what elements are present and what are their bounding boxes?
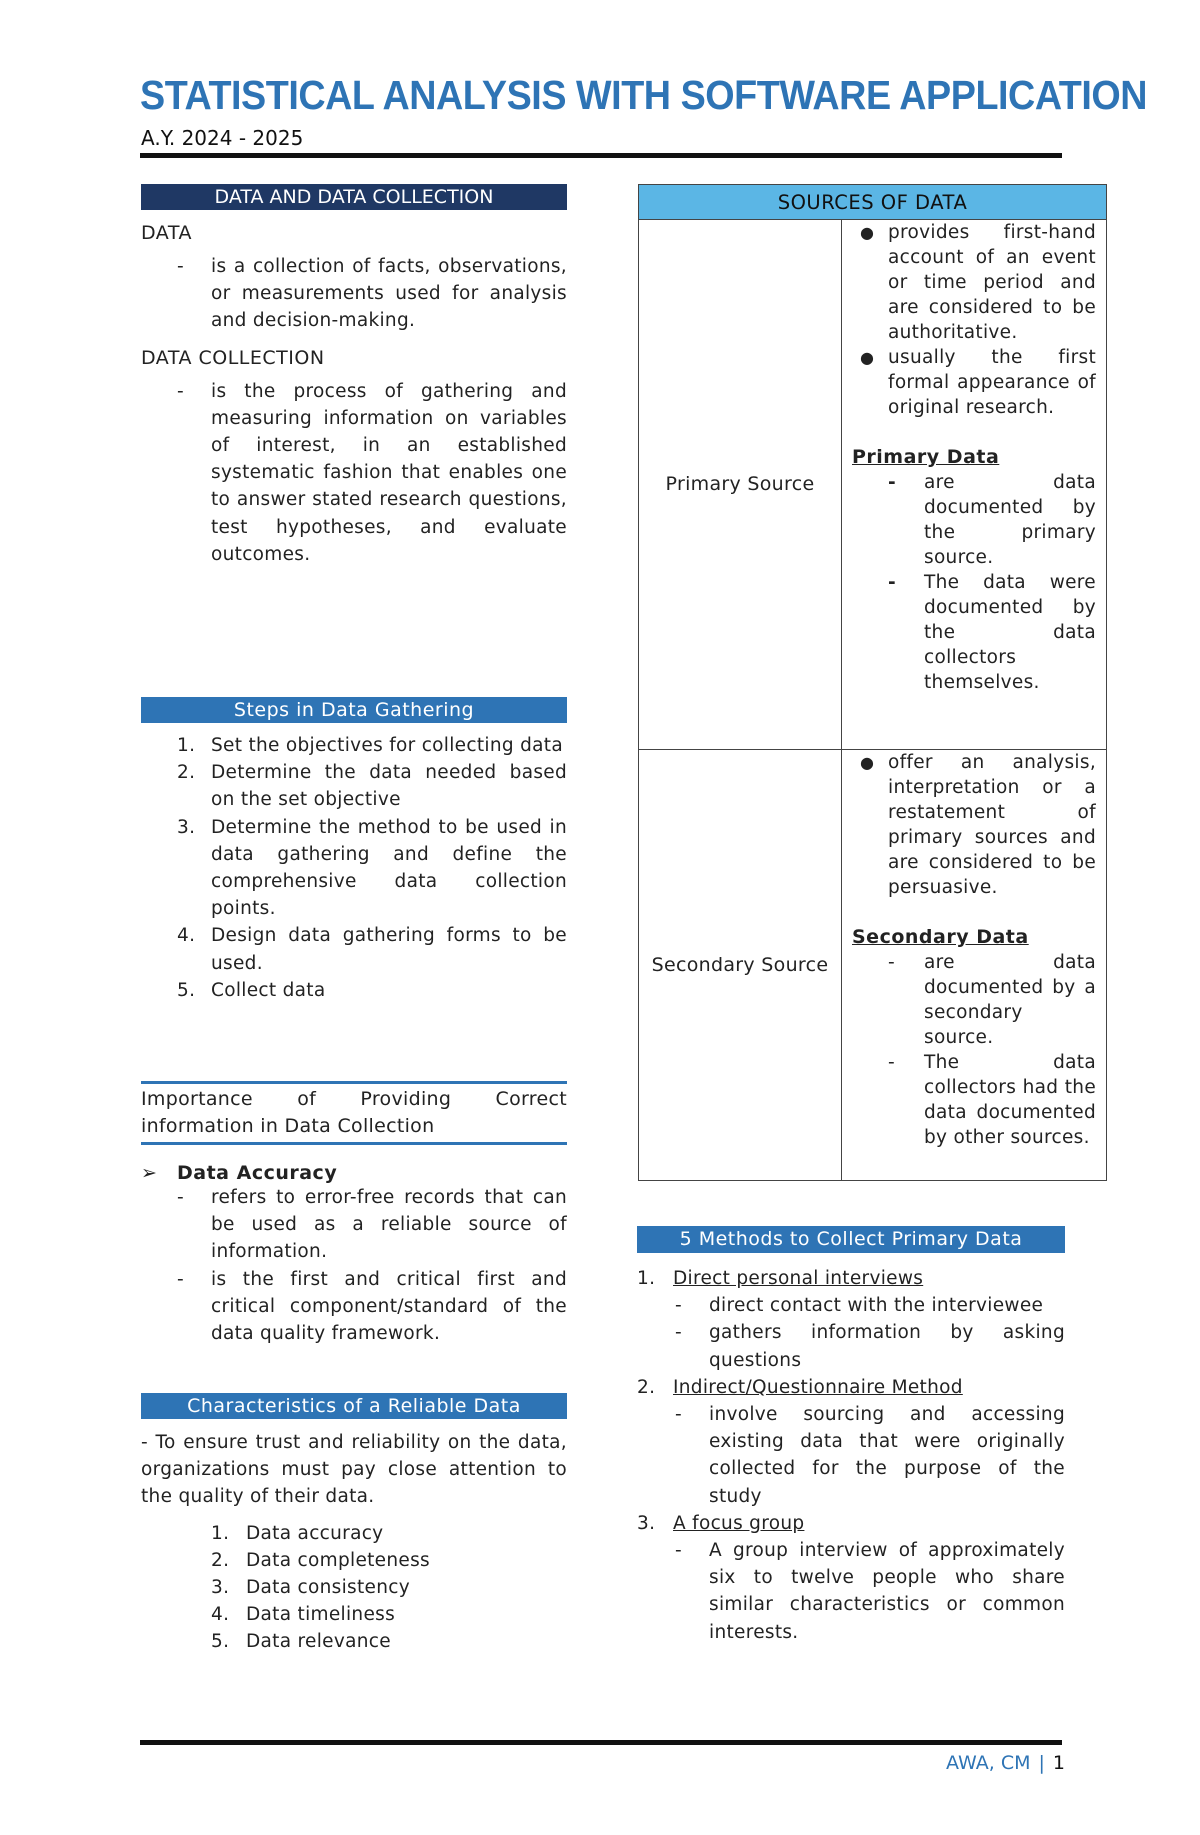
- author-initials: AWA, CM: [946, 1752, 1031, 1774]
- list-item: 4. Design data gathering forms to be used.: [177, 925, 567, 974]
- page-number: 1: [1052, 1752, 1065, 1774]
- header-divider: [140, 153, 1062, 158]
- section-methods: [637, 1226, 1065, 1646]
- secondary-data-heading: Secondary Data: [852, 926, 1029, 948]
- sources-of-data-table: [638, 184, 1107, 1181]
- section-band-data-collection: DATA AND DATA COLLECTION: [141, 184, 567, 210]
- primary-source-content: [842, 220, 1106, 749]
- arrow-bullet-icon: ➢: [141, 1162, 158, 1184]
- term-data-collection: DATA COLLECTION: [141, 346, 325, 369]
- document-title: STATISTICAL ANALYSIS WITH SOFTWARE APPLICATION: [140, 72, 1148, 118]
- secondary-source-content: [842, 750, 1106, 1180]
- dash-item: - are data documented by the primary source.: [888, 472, 1096, 568]
- dash-item: - The data collectors had the data documented by other sources.: [888, 1052, 1096, 1148]
- list-item: 2. Data completeness: [211, 1549, 430, 1571]
- method-title: 3. A focus group: [637, 1512, 805, 1534]
- dash-marker: -: [177, 1268, 184, 1290]
- secondary-source-label: Secondary Source: [639, 750, 842, 1180]
- list-item: 1. Data accuracy: [211, 1522, 384, 1544]
- dash-item: - The data were documented by the data collectors themselves.: [888, 572, 1096, 693]
- bullet-icon: ●: [860, 753, 875, 772]
- section-band-methods: 5 Methods to Collect Primary Data: [637, 1226, 1065, 1253]
- bullet-icon: ●: [860, 223, 875, 242]
- section-importance: [141, 1081, 567, 1347]
- list-item: 1. Set the objectives for collecting data: [177, 735, 563, 756]
- method-title: 2. Indirect/Questionnaire Method: [637, 1376, 963, 1398]
- methods-list: [637, 1265, 1065, 1646]
- characteristics-intro: - To ensure trust and reliability on the data, organizations must pay close attention to the quality of their data.: [141, 1432, 567, 1508]
- academic-year: A.Y. 2024 - 2025: [141, 126, 304, 150]
- footer-separator: |: [1038, 1752, 1045, 1774]
- primary-data-heading: Primary Data: [852, 446, 1000, 468]
- bullet-item: ● offer an analysis, interpretation or a restatement of primary sources and are considered to be persuasive.: [852, 750, 1096, 900]
- definition-text: is a collection of facts, observations, or measurements used for analysis and decision-making.: [211, 256, 567, 332]
- method-title: 1. Direct personal interviews: [637, 1268, 924, 1289]
- footer-divider: [140, 1740, 1062, 1745]
- section-band-characteristics: Characteristics of a Reliable Data: [141, 1393, 567, 1419]
- accuracy-point: - is the first and critical first and critical component/standard of the data quality framework.: [141, 1266, 567, 1348]
- dash-item: - are data documented by a secondary source.: [888, 952, 1096, 1048]
- list-item: 5. Data relevance: [211, 1631, 391, 1653]
- list-item: 3. Determine the method to be used in data gathering and define the comprehensive data collection points.: [177, 816, 567, 920]
- section-characteristics: [141, 1393, 567, 1656]
- method-point: - A group interview of approximately six to twelve people who share similar characteristics or common interests.: [675, 1540, 1065, 1643]
- definition-data-collection: [141, 378, 567, 568]
- definition-data: [141, 253, 567, 335]
- section-steps: [141, 697, 567, 1004]
- steps-list: [141, 732, 567, 1004]
- method-point: - gathers information by asking questions: [675, 1322, 1065, 1371]
- method-point: - involve sourcing and accessing existing data that were originally collected for the purpose of the study: [675, 1404, 1065, 1507]
- list-item: 5. Collect data: [177, 979, 326, 1001]
- section-data-collection: [141, 184, 567, 568]
- dash-marker: -: [177, 256, 184, 277]
- primary-source-label: Primary Source: [639, 220, 842, 749]
- term-data: DATA: [141, 222, 192, 244]
- method-point: - direct contact with the interviewee: [675, 1295, 1044, 1317]
- characteristics-list: [141, 1520, 567, 1656]
- dash-marker: -: [177, 380, 184, 402]
- table-header: SOURCES OF DATA: [639, 185, 1106, 220]
- bullet-icon: ●: [860, 348, 875, 367]
- dash-marker: -: [177, 1187, 184, 1208]
- list-item: 3. Data consistency: [211, 1577, 410, 1599]
- table-row-secondary: [639, 750, 1106, 1180]
- list-item: 2. Determine the data needed based on the set objective: [177, 762, 567, 811]
- importance-heading: Importance of Providing Correct information in Data Collection: [141, 1081, 567, 1145]
- section-band-steps: Steps in Data Gathering: [141, 697, 567, 723]
- table-row-primary: [639, 220, 1106, 750]
- bullet-item: ● provides first-hand account of an event or time period and are considered to be authoritative.: [852, 220, 1096, 345]
- accuracy-point: - refers to error-free records that can be used as a reliable source of information.: [141, 1184, 567, 1266]
- definition-text: is the process of gathering and measuring information on variables of interest, in an established systematic fashion that enables one to answer stated research questions, test hypotheses, and evaluate outcomes.: [211, 380, 567, 565]
- bullet-item: ● usually the first formal appearance of original research.: [852, 345, 1096, 420]
- list-item: 4. Data timeliness: [211, 1604, 396, 1626]
- data-accuracy-heading: ➢ Data Accuracy: [141, 1162, 338, 1184]
- page-footer: [946, 1752, 1065, 1774]
